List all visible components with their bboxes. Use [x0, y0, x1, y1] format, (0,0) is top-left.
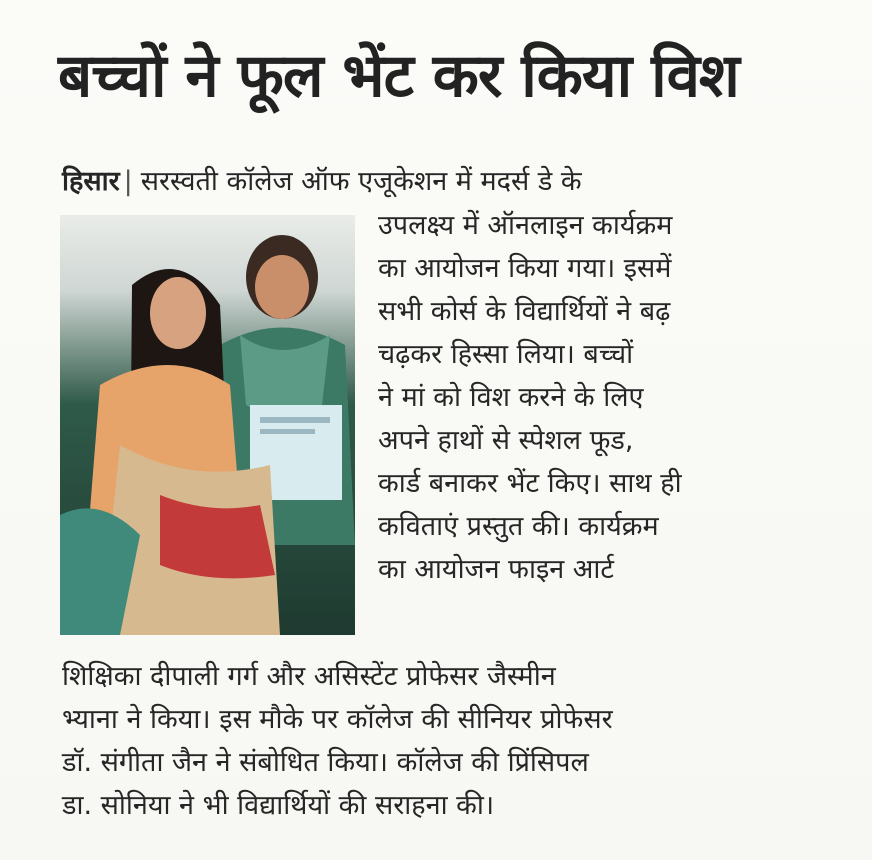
dateline-separator: | [123, 166, 133, 197]
article-line: भ्याना ने किया। इस मौके पर कॉलेज की सीनियर प्रोफेसर [62, 704, 613, 735]
article-first-line [62, 160, 582, 203]
article-line: डॉ. संगीता जैन ने संबोधित किया। कॉलेज की प्रिंसिपल [62, 747, 589, 778]
photo-two-women [60, 215, 355, 635]
article-line: कविताएं प्रस्तुत की। कार्यक्रम [378, 511, 659, 542]
article-full-width [62, 655, 842, 827]
article-photo [60, 215, 355, 635]
article-line: का आयोजन किया गया। इसमें [378, 253, 672, 284]
article-line: सभी कोर्स के विद्यार्थियों ने बढ़ [378, 296, 671, 327]
article-line: ने मां को विश करने के लिए [378, 382, 644, 413]
article-line: डा. सोनिया ने भी विद्यार्थियों की सराहना की। [62, 790, 495, 821]
headline: बच्चों ने फूल भेंट कर किया विश [58, 41, 739, 111]
article-line: शिक्षिका दीपाली गर्ग और असिस्टेंट प्रोफेसर जैस्मीन [62, 661, 556, 692]
dateline: हिसार [62, 166, 120, 197]
article-line: उपलक्ष्य में ऑनलाइन कार्यक्रम [378, 210, 673, 241]
article-wrapped-column [378, 204, 798, 591]
article-line: कार्ड बनाकर भेंट किए। साथ ही [378, 468, 682, 499]
article-line: का आयोजन फाइन आर्ट [378, 554, 614, 585]
first-line-text: सरस्वती कॉलेज ऑफ एजूकेशन में मदर्स डे के [140, 166, 582, 197]
article-line: चढ़कर हिस्सा लिया। बच्चों [378, 339, 634, 370]
article-line: अपने हाथों से स्पेशल फूड, [378, 425, 634, 456]
